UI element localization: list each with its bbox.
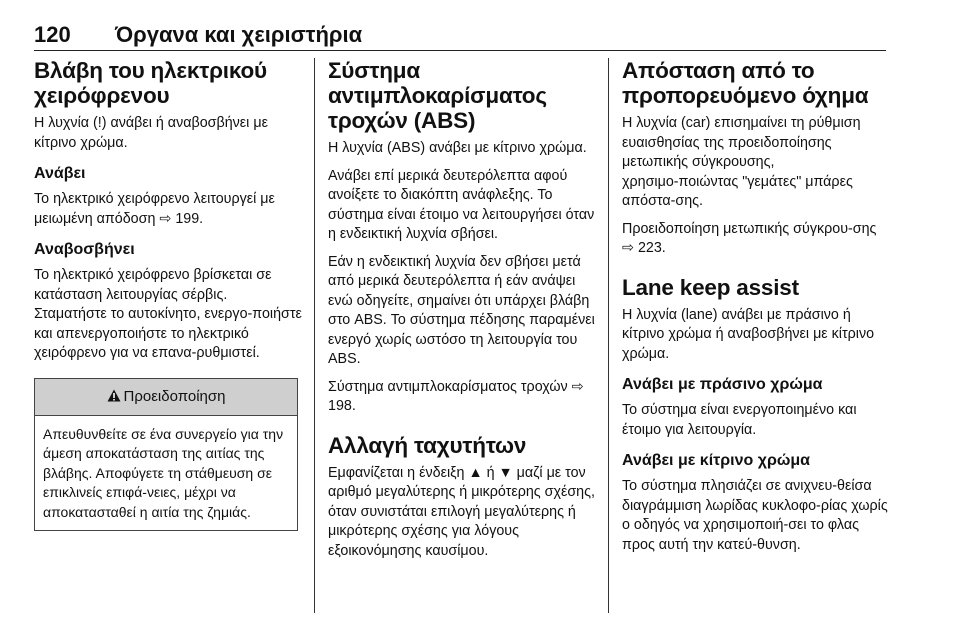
- column-divider: [314, 58, 315, 613]
- paragraph: Το ηλεκτρικό χειρόφρενο βρίσκεται σε κατάσταση λειτουργίας σέρβις. Σταματήστε το αυτοκίνητο, ενεργο‑ποιήστε και απενεργοποιήστε το ηλεκτρικό χειρόφρενο για να επανα‑ρυθμιστεί.: [34, 267, 302, 361]
- warning-body: [35, 415, 297, 531]
- paragraph: Η λυχνία (car) επισημαίνει τη ρύθμιση ευαισθησίας της προειδοποίησης μετωπικής σύγκρουσης, χρησιμο‑ποιώντας "γεμάτες" μπάρες απόστα‑σης.: [622, 115, 861, 209]
- paragraph: Ανάβει επί μερικά δευτερόλεπτα αφού ανοίξετε το διακόπτη ανάφλεξης. Το σύστημα είναι έτοιμο να λειτουργήσει όταν η ενδεικτική λυχνία σβήσει.: [328, 167, 595, 242]
- paragraph: Το σύστημα πλησιάζει σε ανιχνευ‑θείσα διαγράμμιση λωρίδας κυκλοφο‑ρίας χωρίς ο οδηγός να χρησιμοποιή‑σει το φλας προς αυτή την κατεύ‑θυνση.: [622, 478, 888, 553]
- warning-triangle-icon: [107, 389, 121, 402]
- section-heading: Βλάβη του ηλεκτρικού χειρόφρενου: [34, 58, 267, 108]
- warning-text: Απευθυνθείτε σε ένα συνεργείο για την άμεση αποκατάσταση της αιτίας της βλάβης. Αποφύγετε τη στάθμευση σε επικλινείς επιφά‑νειες, μέχρι να αποκατασταθεί η αιτία της ζημιάς.: [43, 425, 284, 520]
- warning-title: Προειδοποίηση: [123, 387, 226, 405]
- subheading: Ανάβει με πράσινο χρώμα: [622, 376, 823, 393]
- paragraph: Η λυχνία (lane) ανάβει με πράσινο ή κίτρινο χρώμα ή αναβοσβήνει με κίτρινο χρώμα.: [622, 306, 875, 362]
- paragraph: Η λυχνία (!) ανάβει ή αναβοσβήνει με κίτρινο χρώμα.: [34, 115, 268, 151]
- column-divider: [608, 58, 609, 613]
- paragraph: Εμφανίζεται η ένδειξη ▲ ή ▼ μαζί με τον αριθμό μεγαλύτερης ή μικρότερης σχέσης, όταν συνιστάται επιλογή μεγαλύτερης ή μικρότερης σχέσης για λόγους εξοικονόμησης καυσίμου.: [328, 464, 595, 559]
- section-heading: Σύστημα αντιμπλοκαρίσματος τροχών (ABS): [328, 58, 547, 133]
- paragraph: Το σύστημα είναι ενεργοποιημένο και έτοιμο για λειτουργία.: [622, 402, 857, 438]
- paragraph: Το ηλεκτρικό χειρόφρενο λειτουργεί με μειωμένη απόδοση ⇨ 199.: [34, 191, 275, 227]
- running-title: Όργανα και χειριστήρια: [115, 22, 363, 47]
- section-heading: Απόσταση από το προπορευόμενο όχημα: [622, 58, 869, 108]
- section-heading: Lane keep assist: [622, 274, 799, 300]
- section-heading: Αλλαγή ταχυτήτων: [328, 432, 527, 458]
- paragraph: Η λυχνία (ABS) ανάβει με κίτρινο χρώμα.: [328, 140, 587, 156]
- column-2: [328, 58, 598, 569]
- page-number: 120: [34, 22, 71, 47]
- column-3: [622, 58, 892, 563]
- warning-header: [35, 379, 297, 415]
- column-1: [34, 58, 304, 531]
- header-rule: [34, 50, 886, 51]
- paragraph: Σύστημα αντιμπλοκαρίσματος τροχών ⇨ 198.: [328, 378, 584, 414]
- page-header: [0, 0, 960, 52]
- subheading: Ανάβει: [34, 165, 86, 182]
- paragraph: Εάν η ενδεικτική λυχνία δεν σβήσει μετά από μερικά δευτερόλεπτα ή εάν ανάψει ενώ οδηγείτε, σημαίνει ότι υπάρχει βλάβη στο ABS. Το σύστημα πέδησης παραμένει ενεργό χωρίς ωστόσο τη λειτουργία του ABS.: [328, 253, 595, 367]
- warning-box: [34, 378, 298, 532]
- subheading: Ανάβει με κίτρινο χρώμα: [622, 452, 810, 469]
- paragraph: Προειδοποίηση μετωπικής σύγκρου‑σης ⇨ 223.: [622, 220, 877, 256]
- subheading: Αναβοσβήνει: [34, 241, 135, 258]
